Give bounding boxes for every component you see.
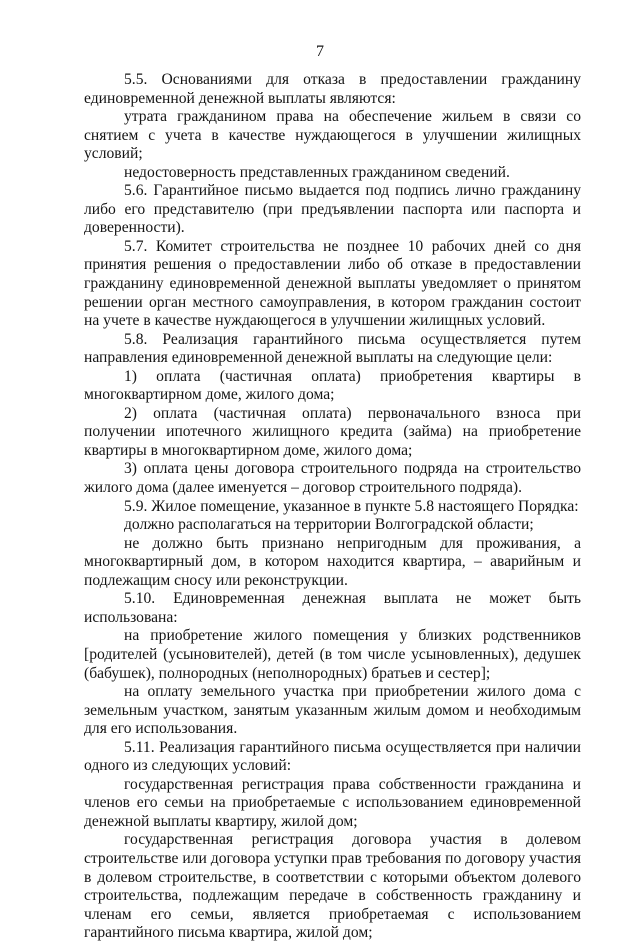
paragraph-5-8-item-3: 3) оплата цены договора строительного подряда на строительство жилого дома (далее именуется – договор строительного подряда). [84,460,581,497]
paragraph-5-10-item-1: на приобретение жилого помещения у близких родственников [родителей (усыновителей), детей (в том числе усыновленных), дедушек (бабушек), полнородных (неполнородных) братьев и сестер]; [84,627,581,682]
paragraph-5-9-item-2: не должно быть признано непригодным для проживания, а многоквартирный дом, в котором находится квартира, – аварийным и подлежащим сносу или реконструкции. [84,534,581,589]
document-text [84,71,581,943]
paragraph-5-11-item-2: государственная регистрация договора участия в долевом строительстве или договора уступки прав требования по договору участия в долевом строительстве, в соответствии с которыми объектом долевого строительства, подлежащим передаче в собственность гражданину и членам его семьи, является приобретаемая с использованием гарантийного письма квартира, жилой дом; [84,831,581,942]
paragraph-5-5-item-2: недостоверность представленных гражданином сведений. [124,163,510,181]
paragraph-5-9: 5.9. Жилое помещение, указанное в пункте 5.8 настоящего Порядка: [124,497,579,515]
page-number: 7 [316,43,324,60]
paragraph-5-11: 5.11. Реализация гарантийного письма осуществляется при наличии одного из следующих условий: [84,738,581,775]
paragraph-5-7: 5.7. Комитет строительства не позднее 10 рабочих дней со дня принятия решения о предоставлении либо об отказе в предоставлении гражданину единовременной денежной выплаты уведомляет о принятом решении орган местного самоуправления, в котором гражданин состоит на учете в качестве нуждающегося в улучшении жилищных условий. [84,237,581,330]
paragraph-5-8: 5.8. Реализация гарантийного письма осуществляется путем направления единовременной денежной выплаты на следующие цели: [84,330,581,367]
paragraph-5-8-item-1: 1) оплата (частичная оплата) приобретения квартиры в многоквартирном доме, жилого дома; [84,367,581,404]
paragraph-5-9-item-1: должно располагаться на территории Волгоградской области; [124,516,534,534]
paragraph-5-10-item-2: на оплату земельного участка при приобретении жилого дома с земельным участком, занятым указанным жилым домом и необходимым для его использования. [84,683,581,738]
paragraph-5-5-item-1: утрата гражданином права на обеспечение жильем в связи со снятием с учета в качестве нуждающегося в улучшении жилищных условий; [84,108,581,163]
paragraph-5-11-item-1: государственная регистрация права собственности гражданина и членов его семьи на приобретаемые с использованием единовременной денежной выплаты квартиру, жилой дом; [84,775,581,830]
paragraph-5-6: 5.6. Гарантийное письмо выдается под подпись лично гражданину либо его представителю (при предъявлении паспорта или паспорта и доверенности). [84,182,581,237]
paragraph-5-8-item-2: 2) оплата (частичная оплата) первоначального взноса при получении ипотечного жилищного кредита (займа) на приобретение квартиры в многоквартирном доме, жилого дома; [84,404,581,459]
paragraph-5-5: 5.5. Основаниями для отказа в предоставлении гражданину единовременной денежной выплаты являются: [84,71,581,107]
paragraph-5-10: 5.10. Единовременная денежная выплата не может быть использована: [84,590,581,626]
